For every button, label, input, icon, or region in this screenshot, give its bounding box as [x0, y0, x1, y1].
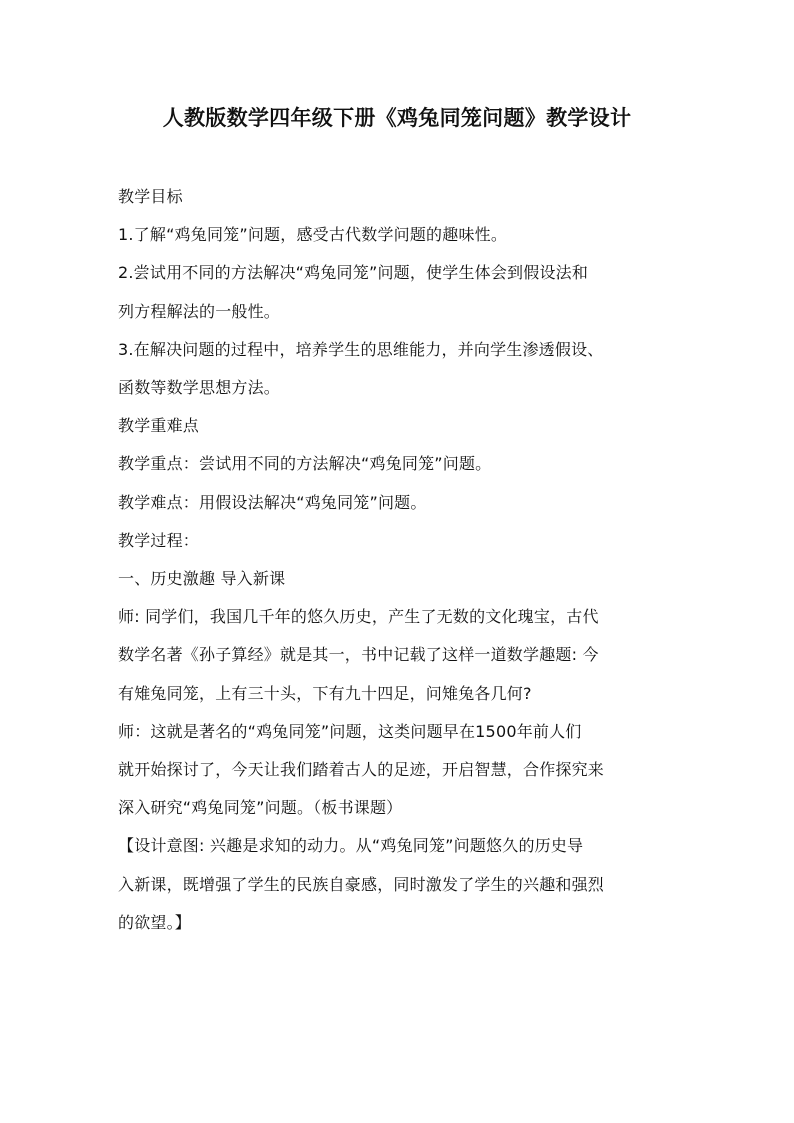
- design-intent-line: 的欲望。】: [118, 912, 192, 932]
- section-heading-key-points: 教学重难点: [118, 416, 200, 436]
- design-intent-line: 【设计意图: 兴趣是求知的动力。从“鸡兔同笼”问题悠久的历史导: [118, 836, 584, 856]
- goal-3-line-1: 3.在解决问题的过程中，培养学生的思维能力，并向学生渗透假设、: [118, 339, 604, 359]
- key-point: 教学重点：尝试用不同的方法解决“鸡兔同笼”问题。: [118, 454, 492, 474]
- goal-3-line-2: 函数等数学思想方法。: [118, 378, 281, 398]
- design-intent-line: 入新课，既增强了学生的民族自豪感，同时激发了学生的兴趣和强烈: [118, 874, 605, 894]
- goal-2-line-1: 2.尝试用不同的方法解决“鸡兔同笼”问题，使学生体会到假设法和: [118, 263, 589, 283]
- paragraph-line: 深入研究“鸡兔同笼”问题。（板书课题）: [118, 798, 403, 818]
- document-title: 人教版数学四年级下册《鸡兔同笼问题》教学设计: [162, 106, 632, 130]
- step-1-heading: 一、历史激趣 导入新课: [118, 569, 286, 589]
- goal-1: 1.了解“鸡兔同笼”问题，感受古代数学问题的趣味性。: [118, 225, 508, 245]
- paragraph-line: 师：这就是著名的“鸡兔同笼”问题，这类问题早在1500年前人们: [118, 721, 582, 741]
- goal-2-line-2: 列方程解法的一般性。: [118, 301, 281, 321]
- document-body: [118, 178, 688, 942]
- paragraph-line: 有雉兔同笼，上有三十头，下有九十四足，问雉兔各几何?: [118, 683, 532, 703]
- paragraph-line: 师: 同学们，我国几千年的悠久历史，产生了无数的文化瑰宝，古代: [118, 607, 599, 627]
- paragraph-line: 数学名著《孙子算经》就是其一，书中记载了这样一道数学趣题: 今: [118, 645, 599, 665]
- section-heading-goals: 教学目标: [118, 187, 183, 206]
- paragraph-line: 就开始探讨了，今天让我们踏着古人的足迹，开启智慧，合作探究来: [118, 760, 605, 780]
- difficult-point: 教学难点：用假设法解决“鸡兔同笼”问题。: [118, 492, 427, 512]
- section-heading-process: 教学过程：: [118, 530, 200, 550]
